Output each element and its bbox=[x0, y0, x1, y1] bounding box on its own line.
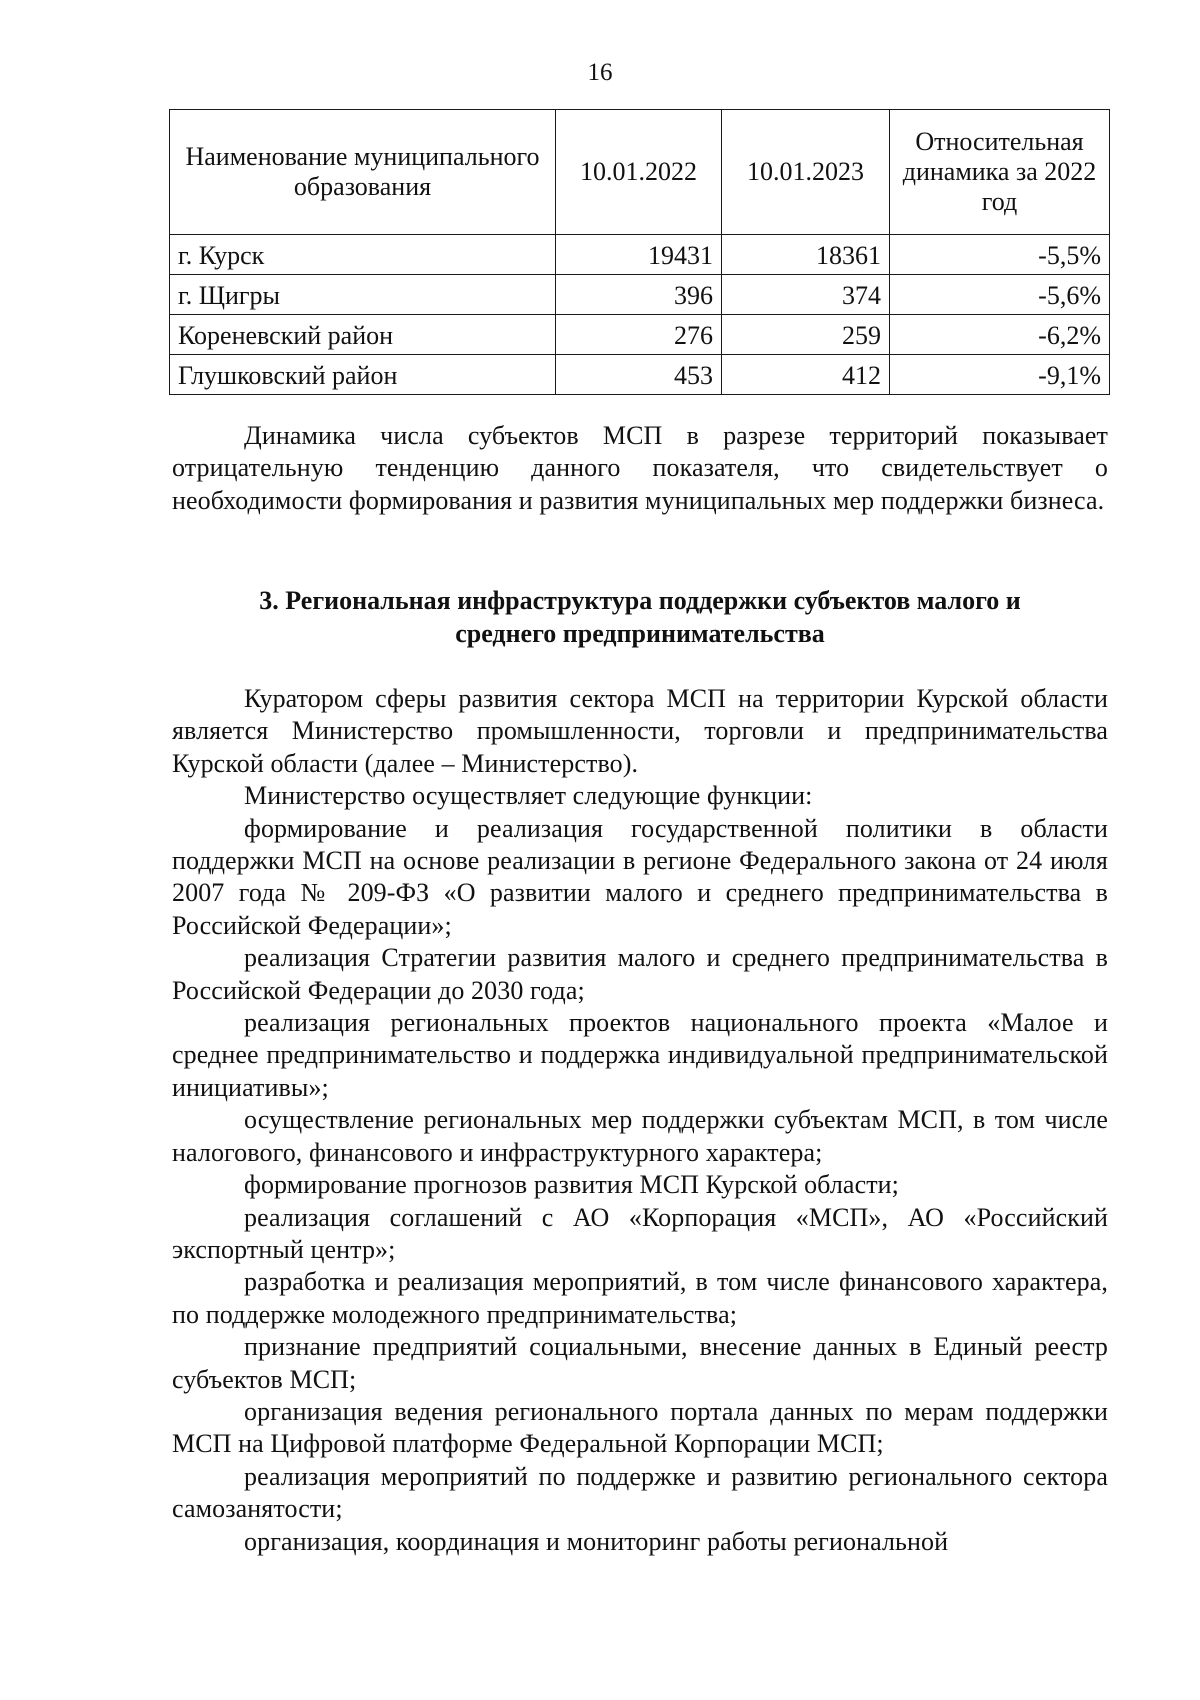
cell-value-2022: 19431 bbox=[556, 235, 722, 275]
msp-dynamics-table bbox=[169, 109, 1110, 395]
cell-value-2023: 18361 bbox=[722, 235, 890, 275]
cell-relative-dynamics: -9,1% bbox=[890, 355, 1110, 395]
cell-relative-dynamics: -5,5% bbox=[890, 235, 1110, 275]
table-row bbox=[170, 355, 1110, 395]
cell-relative-dynamics: -6,2% bbox=[890, 315, 1110, 355]
cell-municipality: г. Щигры bbox=[170, 275, 556, 315]
list-item: признание предприятий социальными, внесение данных в Единый реестр субъектов МСП; bbox=[172, 1332, 1108, 1394]
section-heading-line-1: 3. Региональная инфраструктура поддержки субъектов малого и bbox=[259, 586, 1021, 615]
list-item: организация, координация и мониторинг работы региональной bbox=[244, 1526, 949, 1556]
list-item: формирование и реализация государственной политики в области поддержки МСП на основе реализации в регионе Федерального закона от 24 июля 2007 года № 209-ФЗ «О развитии малого и среднего предпринимательства в Российской Федерации»; bbox=[172, 813, 1108, 940]
table-row bbox=[170, 275, 1110, 315]
list-item: реализация соглашений с АО «Корпорация «МСП», АО «Российский экспортный центр»; bbox=[172, 1202, 1108, 1264]
cell-municipality: Глушковский район bbox=[170, 355, 556, 395]
list-item: реализация мероприятий по поддержке и развитию регионального сектора самозанятости; bbox=[172, 1461, 1108, 1524]
dynamics-paragraph: Динамика числа субъектов МСП в разрезе территорий показывает отрицательную тенденцию данного показателя, что свидетельствует о необходимости формирования и развития муниципальных мер поддержки бизнеса. bbox=[172, 421, 1108, 515]
cell-value-2023: 259 bbox=[722, 315, 890, 355]
cell-value-2023: 374 bbox=[722, 275, 890, 315]
list-item: реализация Стратегии развития малого и среднего предпринимательства в Российской Федерации до 2030 года; bbox=[172, 943, 1108, 1005]
paragraph-curator: Куратором сферы развития сектора МСП на территории Курской области является Министерство промышленности, торговли и предпринимательства Курской области (далее – Министерство). bbox=[172, 684, 1108, 778]
list-item: формирование прогнозов развития МСП Курской области; bbox=[244, 1170, 900, 1200]
table-row bbox=[170, 235, 1110, 275]
section-heading bbox=[172, 584, 1108, 650]
cell-relative-dynamics: -5,6% bbox=[890, 275, 1110, 315]
list-item: разработка и реализация мероприятий, в том числе финансового характера, по поддержке молодежного предпринимательства; bbox=[172, 1267, 1108, 1329]
table-header-row bbox=[170, 110, 1110, 235]
header-date-2022: 10.01.2022 bbox=[556, 110, 722, 235]
header-municipality: Наименование муниципального образования bbox=[170, 110, 556, 235]
cell-value-2022: 396 bbox=[556, 275, 722, 315]
table-row bbox=[170, 315, 1110, 355]
section-body bbox=[172, 683, 1108, 1558]
cell-value-2022: 453 bbox=[556, 355, 722, 395]
list-item: осуществление региональных мер поддержки субъектам МСП, в том числе налогового, финансового и инфраструктурного характера; bbox=[172, 1105, 1108, 1167]
cell-municipality: г. Курск bbox=[170, 235, 556, 275]
list-item: организация ведения регионального портала данных по мерам поддержки МСП на Цифровой платформе Федеральной Корпорации МСП; bbox=[172, 1396, 1108, 1459]
dynamics-paragraph-block bbox=[172, 420, 1108, 517]
header-relative-dynamics: Относительная динамика за 2022 год bbox=[890, 110, 1110, 235]
list-item: реализация региональных проектов национального проекта «Малое и среднее предпринимательство и поддержка индивидуальной предпринимательской инициативы»; bbox=[172, 1008, 1108, 1102]
header-date-2023: 10.01.2023 bbox=[722, 110, 890, 235]
section-heading-line-2: среднего предпринимательства bbox=[455, 619, 825, 648]
cell-value-2022: 276 bbox=[556, 315, 722, 355]
cell-value-2023: 412 bbox=[722, 355, 890, 395]
page-number: 16 bbox=[587, 59, 613, 86]
paragraph-functions-intro: Министерство осуществляет следующие функции: bbox=[244, 781, 813, 811]
cell-municipality: Кореневский район bbox=[170, 315, 556, 355]
